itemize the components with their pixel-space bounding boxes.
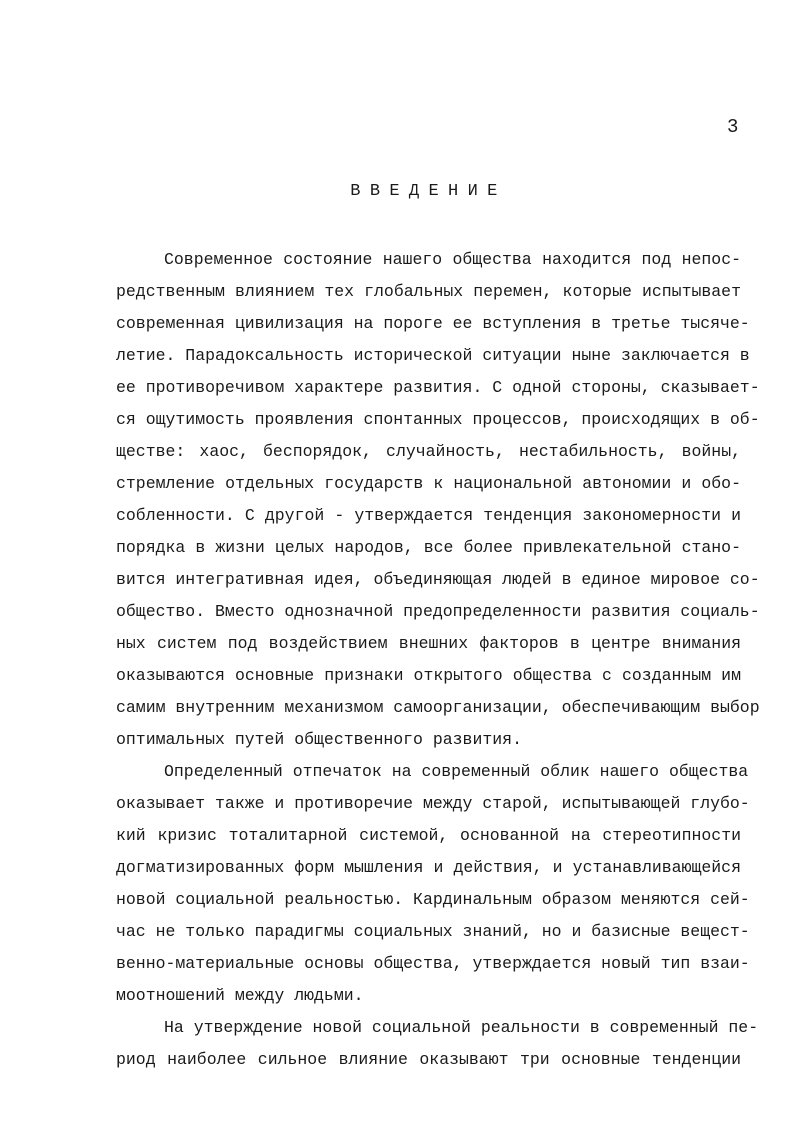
text-line: ся ощутимость проявления спонтанных процессов, происходящих в об-	[116, 410, 760, 429]
text-line: стремление отдельных государств к национальной автономии и обо-	[116, 474, 741, 493]
text-line: венно-материальные основы общества, утверждается новый тип взаи-	[116, 954, 750, 973]
text-line: догматизированных форм мышления и действия, и устанавливающейся	[116, 858, 741, 877]
section-heading: ВВЕДЕНИЕ	[350, 182, 507, 201]
text-line: оптимальных путей общественного развития.	[116, 730, 522, 749]
body-text	[116, 248, 760, 1080]
text-line: самим внутренним механизмом самоорганизации, обеспечивающим выбор	[116, 698, 760, 717]
text-line: На утверждение новой социальной реальности в современный пе-	[164, 1018, 759, 1037]
text-line: Современное состояние нашего общества находится под непос-	[164, 250, 741, 269]
text-line: час не только парадигмы социальных знаний, но и базисные вещест-	[116, 922, 750, 941]
text-line: новой социальной реальностью. Кардинальным образом меняются сей-	[116, 890, 750, 909]
text-line: редственным влиянием тех глобальных перемен, которые испытывает	[116, 282, 741, 301]
text-line: кий кризис тоталитарной системой, основанной на стереотипности	[116, 826, 741, 845]
page-number: 3	[727, 116, 739, 138]
text-line: моотношений между людьми.	[116, 986, 364, 1005]
text-line: оказывает также и противоречие между старой, испытывающей глубо-	[116, 794, 750, 813]
text-line: вится интегративная идея, объединяющая людей в единое мировое со-	[116, 570, 760, 589]
text-line: порядка в жизни целых народов, все более привлекательной стано-	[116, 538, 741, 557]
text-line: ществе: хаос, беспорядок, случайность, нестабильность, войны,	[116, 442, 741, 461]
text-line: риод наиболее сильное влияние оказывают три основные тенденции	[116, 1050, 741, 1069]
text-line: оказываются основные признаки открытого общества с созданным им	[116, 666, 741, 685]
text-line: ных систем под воздействием внешних факторов в центре внимания	[116, 634, 741, 653]
text-line: летие. Парадоксальность исторической ситуации ныне заключается в	[116, 346, 750, 365]
text-line: собленности. С другой - утверждается тенденция закономерности и	[116, 506, 741, 525]
text-line: Определенный отпечаток на современный облик нашего общества	[164, 762, 749, 781]
text-line: ее противоречивом характере развития. С одной стороны, сказывает-	[116, 378, 760, 397]
text-line: современная цивилизация на пороге ее вступления в третье тысяче-	[116, 314, 750, 333]
text-line: общество. Вместо однозначной предопределенности развития социаль-	[116, 602, 760, 621]
